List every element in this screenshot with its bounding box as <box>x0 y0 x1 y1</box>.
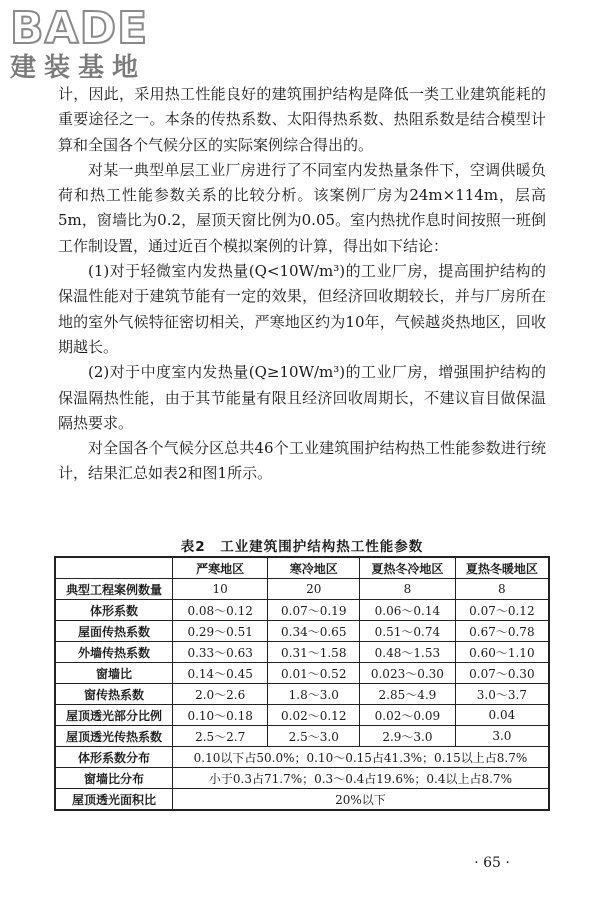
table-cell: 0.06～0.14 <box>360 600 456 621</box>
table-cell: 2.9～3.0 <box>360 726 456 747</box>
table-row <box>55 621 549 642</box>
table-cell: 1.8～3.0 <box>268 684 360 705</box>
header-cell <box>55 557 172 579</box>
row-label: 窗传热系数 <box>55 684 172 705</box>
table-row-span <box>55 747 549 768</box>
table-span-cell: 20%以下 <box>172 789 549 811</box>
table-cell: 0.33～0.63 <box>172 642 268 663</box>
row-label: 屋面传热系数 <box>55 621 172 642</box>
table-cell: 0.10～0.18 <box>172 705 268 726</box>
table-cell: 0.34～0.65 <box>268 621 360 642</box>
table-title: 表2 工业建筑围护结构热工性能参数 <box>180 539 424 555</box>
row-label: 屋顶透光面积比 <box>55 789 172 811</box>
table-cell: 0.02～0.12 <box>268 705 360 726</box>
table-span-cell: 小于0.3占71.7%；0.3～0.4占19.6%；0.4以上占8.7% <box>172 768 549 789</box>
paragraph-1: 计，因此，采用热工性能良好的建筑围护结构是降低一类工业建筑能耗的重要途径之一。本条的传热系数、太阳得热系数、热阻系数是结合模型计算和全国各个气候分区的实际案例综合得出的。 <box>58 85 546 154</box>
table-row <box>55 663 549 684</box>
table-cell: 0.07～0.19 <box>268 600 360 621</box>
paragraph-2: 对某一典型单层工业厂房进行了不同室内发热量条件下，空调供暖负荷和热工性能参数关系的比较分析。该案例厂房为24m×114m，层高5m，窗墙比为0.2，屋顶天窗比例为0.05。室内热扰作息时间按照一班倒工作制设置，通过近百个模拟案例的计算，得出如下结论： <box>58 160 546 255</box>
row-label: 外墙传热系数 <box>55 642 172 663</box>
row-label: 典型工程案例数量 <box>55 579 172 600</box>
paragraph-3: (1)对于轻微室内发热量(Q<10W/m³)的工业厂房，提高围护结构的保温性能对于建筑节能有一定的效果，但经济回收期较长，并与厂房所在地的室外气候特征密切相关，严寒地区约为10年，气候越炎热地区，回收期越长。 <box>58 262 546 356</box>
table-cell: 0.023～0.30 <box>360 663 456 684</box>
table-cell: 2.0～2.6 <box>172 684 268 705</box>
table-cell: 8 <box>360 579 456 600</box>
table-row-span <box>55 768 549 789</box>
table-cell: 0.02～0.09 <box>360 705 456 726</box>
bade-logo <box>10 3 180 83</box>
header-cell: 严寒地区 <box>172 557 268 579</box>
table-cell: 3.0 <box>455 726 549 747</box>
table-cell: 0.51～0.74 <box>360 621 456 642</box>
table-cell: 0.01～0.52 <box>268 663 360 684</box>
paragraph-5: 对全国各个气候分区总共46个工业建筑围护结构热工性能参数进行统计，结果汇总如表2和图1所示。 <box>58 439 546 483</box>
page-number: · 65 · <box>474 855 510 871</box>
logo-sub-text: 建装基地 <box>10 53 147 83</box>
table-row <box>55 726 549 747</box>
table-cell: 0.08～0.12 <box>172 600 268 621</box>
table-span-cell: 0.10以下占50.0%；0.10～0.15占41.3%；0.15以上占8.7% <box>172 747 549 768</box>
body-text <box>58 82 546 487</box>
row-label: 屋顶透光传热系数 <box>55 726 172 747</box>
table-cell: 0.60～1.10 <box>455 642 549 663</box>
table-row-span <box>55 789 549 811</box>
table-row <box>55 600 549 621</box>
header-cell: 寒冷地区 <box>268 557 360 579</box>
row-label: 窗墙比 <box>55 663 172 684</box>
table-cell: 2.5～2.7 <box>172 726 268 747</box>
table-cell: 20 <box>268 579 360 600</box>
table-cell: 0.48～1.53 <box>360 642 456 663</box>
table-cell: 2.5～3.0 <box>268 726 360 747</box>
table-cell: 2.85～4.9 <box>360 684 456 705</box>
header-cell: 夏热冬冷地区 <box>360 557 456 579</box>
table-cell: 0.07～0.30 <box>455 663 549 684</box>
row-label: 体形系数分布 <box>55 747 172 768</box>
table-row <box>55 579 549 600</box>
table-cell: 8 <box>455 579 549 600</box>
table-cell: 10 <box>172 579 268 600</box>
logo-main-text: BADE <box>10 3 149 54</box>
table-cell: 0.31～1.58 <box>268 642 360 663</box>
table-row <box>55 684 549 705</box>
table-header-row <box>55 557 549 579</box>
table-cell: 0.29～0.51 <box>172 621 268 642</box>
table-cell: 0.07～0.12 <box>455 600 549 621</box>
paragraph-4: (2)对于中度室内发热量(Q≥10W/m³)的工业厂房，增强围护结构的保温隔热性能，由于其节能量有限且经济回收周期长，不建议盲目做保温隔热要求。 <box>58 363 546 432</box>
row-label: 屋顶透光部分比例 <box>55 705 172 726</box>
table-cell: 0.67～0.78 <box>455 621 549 642</box>
table-row <box>55 705 549 726</box>
table-row <box>55 642 549 663</box>
table-cell: 3.0～3.7 <box>455 684 549 705</box>
thermal-parameters-table <box>54 556 550 811</box>
table-cell: 0.14～0.45 <box>172 663 268 684</box>
row-label: 体形系数 <box>55 600 172 621</box>
table-cell: 0.04 <box>455 705 549 726</box>
header-cell: 夏热冬暖地区 <box>455 557 549 579</box>
row-label: 窗墙比分布 <box>55 768 172 789</box>
